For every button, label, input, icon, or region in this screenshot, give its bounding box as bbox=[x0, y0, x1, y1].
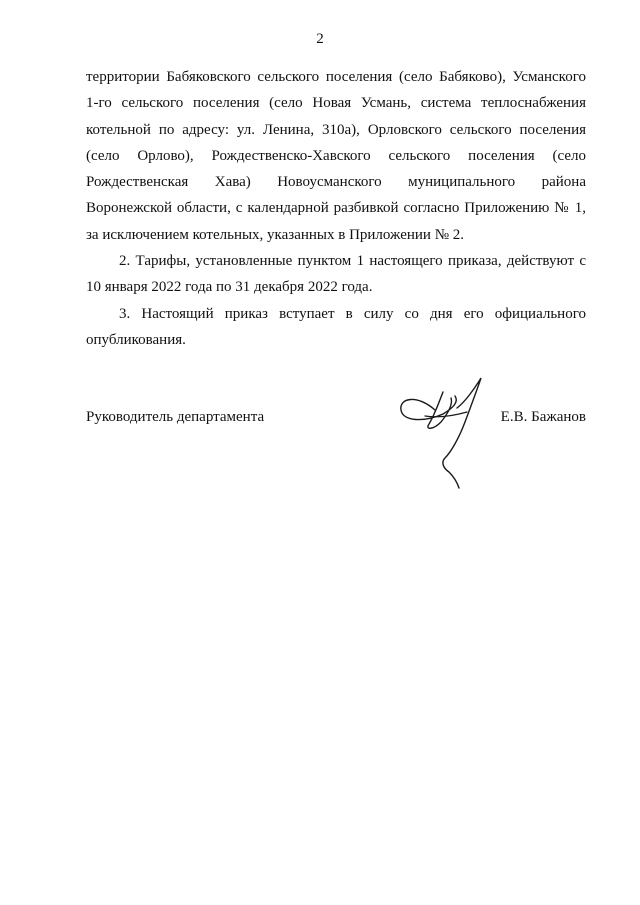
signer-name: Е.В. Бажанов bbox=[500, 409, 586, 425]
text-line: за исключением котельных, указанных в Приложении № 2. bbox=[86, 226, 465, 243]
document-body bbox=[86, 64, 586, 353]
paragraph-1-continuation bbox=[86, 64, 586, 248]
text-line: 1-го сельского поселения (село Новая Усмань, система теплоснабжения bbox=[86, 95, 586, 112]
text-line: Воронежской области, с календарной разбивкой согласно Приложению № 1, bbox=[86, 200, 586, 217]
text-line: 3. Настоящий приказ вступает в силу со дня его официального bbox=[119, 305, 586, 322]
text-line: 2. Тарифы, установленные пунктом 1 настоящего приказа, действуют с bbox=[119, 253, 586, 270]
page-number: 2 bbox=[316, 31, 324, 47]
text-line: Рождественская Хава) Новоусманского муниципального района bbox=[86, 174, 586, 191]
text-line: (село Орлово), Рождественско-Хавского сельского поселения (село bbox=[86, 147, 586, 164]
text-line: территории Бабяковского сельского поселения (село Бабяково), Усманского bbox=[86, 69, 586, 85]
paragraph-3 bbox=[86, 301, 586, 354]
text-line: 10 января 2022 года по 31 декабря 2022 года. bbox=[86, 279, 373, 296]
paragraph-2 bbox=[86, 248, 586, 301]
handwritten-signature bbox=[395, 372, 500, 490]
text-line: опубликования. bbox=[86, 331, 186, 348]
text-line: котельной по адресу: ул. Ленина, 310а), Орловского сельского поселения bbox=[86, 121, 586, 138]
signer-position-title: Руководитель департамента bbox=[86, 409, 265, 425]
signature-block bbox=[86, 409, 586, 433]
